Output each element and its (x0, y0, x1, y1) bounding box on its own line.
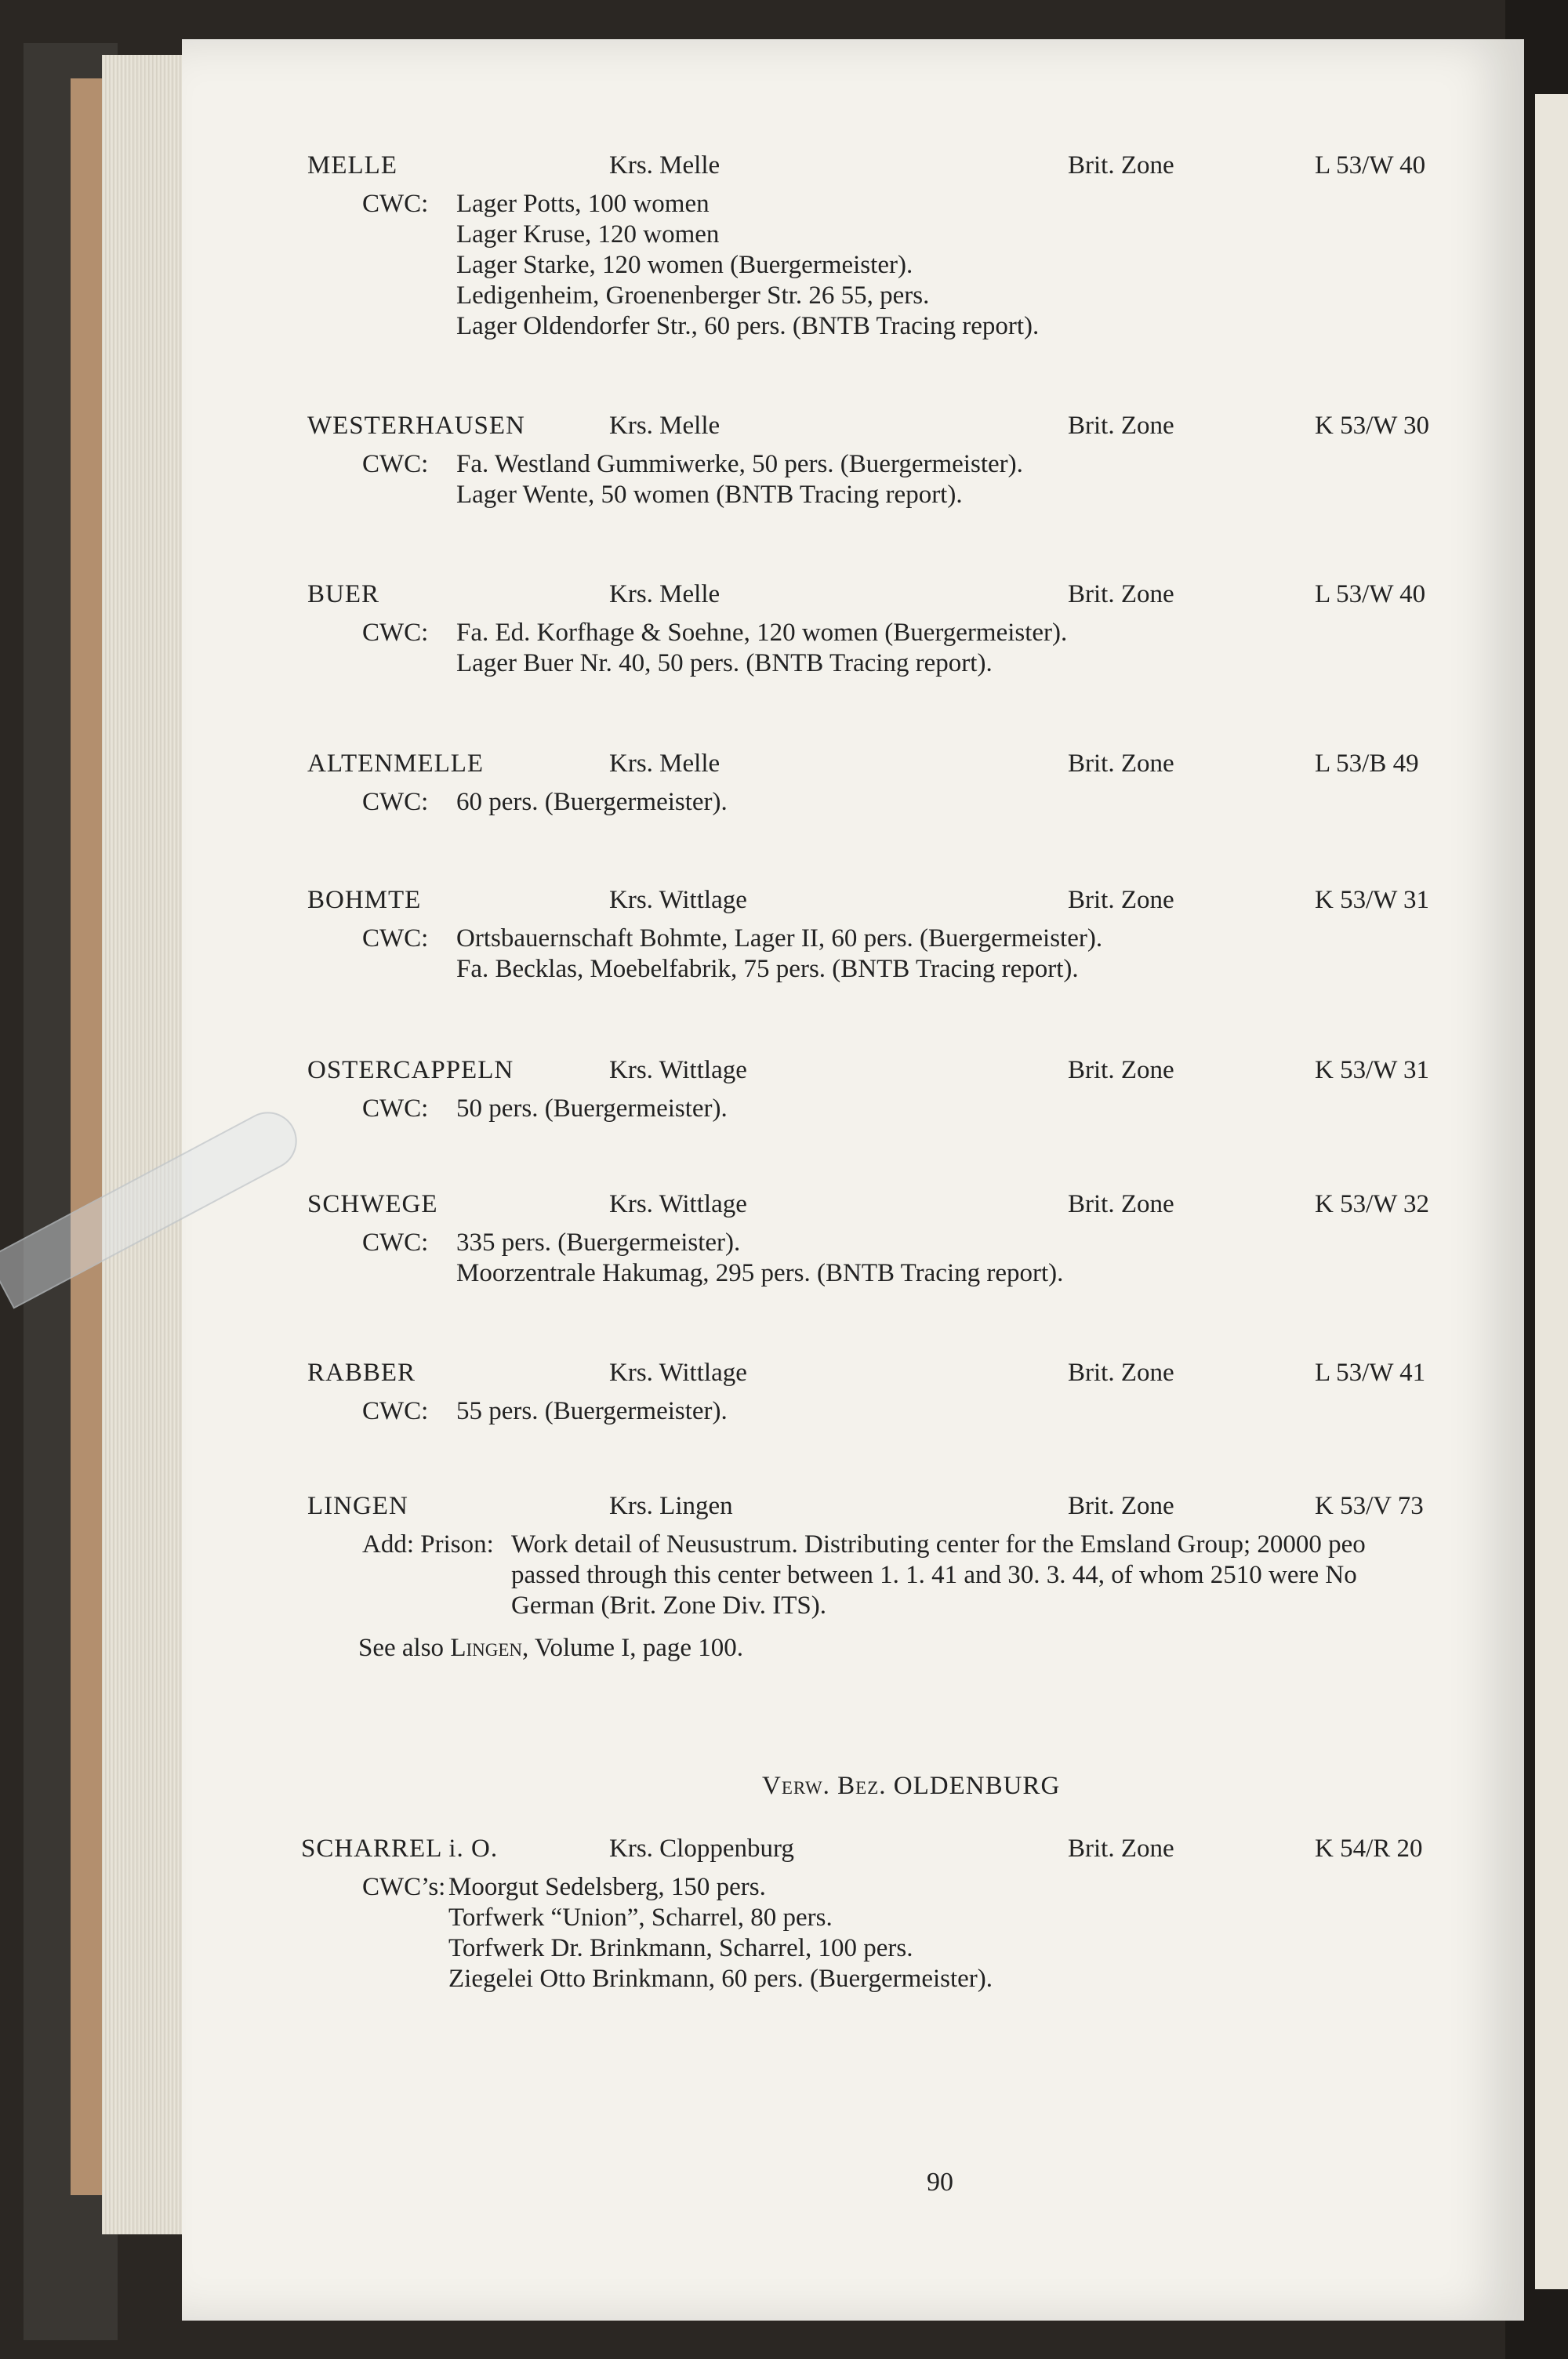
district: Krs. Wittlage (609, 1190, 747, 1218)
entry-header (182, 151, 1524, 189)
place-name: OSTERCAPPELN (307, 1056, 514, 1084)
camp-line: 55 pers. (Buergermeister). (456, 1397, 728, 1425)
district: Krs. Wittlage (609, 886, 747, 914)
entry-scharrel (182, 1835, 1524, 1994)
camp-line: Lager Kruse, 120 women (456, 220, 720, 249)
zone: Brit. Zone (1068, 1190, 1174, 1218)
zone: Brit. Zone (1068, 749, 1174, 778)
camp-label: CWC: (362, 190, 429, 218)
district: Krs. Lingen (609, 1492, 733, 1520)
place-name: LINGEN (307, 1492, 408, 1520)
zone: Brit. Zone (1068, 1835, 1174, 1863)
district: Krs. Melle (609, 580, 720, 608)
map-reference: K 53/W 31 (1315, 886, 1430, 914)
camp-label: Add: Prison: (362, 1530, 494, 1559)
map-reference: K 53/V 73 (1315, 1492, 1424, 1520)
camp-line: 50 pers. (Buergermeister). (456, 1094, 728, 1123)
district: Krs. Cloppenburg (609, 1835, 794, 1863)
see-also-prefix: See also (358, 1634, 451, 1662)
entry-header (182, 580, 1524, 618)
district: Krs. Wittlage (609, 1359, 747, 1387)
entry-ostercappeln (182, 1056, 1524, 1124)
camp-line: Lager Potts, 100 women (456, 190, 710, 218)
entry-melle (182, 151, 1524, 342)
camp-line: 60 pers. (Buergermeister). (456, 788, 728, 816)
place-name: WESTERHAUSEN (307, 412, 525, 440)
camp-line: Lager Wente, 50 women (BNTB Tracing report). (456, 481, 963, 509)
entry-schwege (182, 1190, 1524, 1289)
camp-line: Torfwerk “Union”, Scharrel, 80 pers. (448, 1904, 833, 1932)
place-name: SCHWEGE (307, 1190, 438, 1218)
place-name: SCHARREL i. O. (301, 1835, 499, 1863)
camp-label: CWC: (362, 1228, 429, 1257)
camp-label: CWC: (362, 1397, 429, 1425)
page-edges (102, 55, 188, 2234)
map-reference: K 53/W 30 (1315, 412, 1430, 440)
see-also-suffix: , Volume I, page 100. (522, 1634, 744, 1662)
place-name: RABBER (307, 1359, 416, 1387)
camp-label: CWC’s: (362, 1873, 446, 1901)
camp-line: Moorzentrale Hakumag, 295 pers. (BNTB Tracing report). (456, 1259, 1064, 1287)
see-also-reference: Lingen (450, 1634, 523, 1662)
see-also-note (182, 1634, 1524, 1663)
map-reference: K 53/W 32 (1315, 1190, 1430, 1218)
book-page (182, 39, 1524, 2321)
place-name: ALTENMELLE (307, 749, 485, 778)
camp-line: Lager Starke, 120 women (Buergermeister). (456, 251, 913, 279)
zone: Brit. Zone (1068, 1359, 1174, 1387)
camp-line: Lager Buer Nr. 40, 50 pers. (BNTB Tracing report). (456, 649, 993, 677)
entry-header (182, 749, 1524, 787)
camp-line: Ledigenheim, Groenenberger Str. 26 55, pers. (456, 281, 930, 310)
zone: Brit. Zone (1068, 886, 1174, 914)
zone: Brit. Zone (1068, 1056, 1174, 1084)
camp-line: Torfwerk Dr. Brinkmann, Scharrel, 100 pers. (448, 1934, 913, 1962)
zone: Brit. Zone (1068, 151, 1174, 180)
camp-line: Work detail of Neusustrum. Distributing center for the Emsland Group; 20000 peo (511, 1530, 1366, 1559)
entry-westerhausen (182, 412, 1524, 510)
camp-label: CWC: (362, 450, 429, 478)
place-name: BOHMTE (307, 886, 422, 914)
camp-label: CWC: (362, 619, 429, 647)
entry-lingen (182, 1492, 1524, 1663)
page-number: 90 (927, 2168, 953, 2197)
map-reference: L 53/B 49 (1315, 749, 1419, 778)
map-reference: L 53/W 40 (1315, 580, 1426, 608)
camp-line: Lager Oldendorfer Str., 60 pers. (BNTB Tracing report). (456, 312, 1040, 340)
entry-bohmte (182, 886, 1524, 985)
map-reference: K 54/R 20 (1315, 1835, 1423, 1863)
camp-label: CWC: (362, 788, 429, 816)
camp-label: CWC: (362, 924, 429, 953)
zone: Brit. Zone (1068, 580, 1174, 608)
camp-line: 335 pers. (Buergermeister). (456, 1228, 741, 1257)
entry-header (182, 1056, 1524, 1094)
entry-header (182, 412, 1524, 449)
camp-line: Fa. Westland Gummiwerke, 50 pers. (Buergermeister). (456, 450, 1023, 478)
zone: Brit. Zone (1068, 412, 1174, 440)
map-reference: L 53/W 41 (1315, 1359, 1426, 1387)
camp-line: German (Brit. Zone Div. ITS). (511, 1591, 827, 1620)
district: Krs. Melle (609, 151, 720, 180)
place-name: BUER (307, 580, 380, 608)
entry-header (182, 1190, 1524, 1228)
camp-line: Moorgut Sedelsberg, 150 pers. (448, 1873, 766, 1901)
section-name: OLDENBURG (893, 1772, 1061, 1800)
camp-line: passed through this center between 1. 1. 41 and 30. 3. 44, of whom 2510 were No (511, 1561, 1357, 1589)
camp-label: CWC: (362, 1094, 429, 1123)
entry-header (182, 1492, 1524, 1530)
entry-header (182, 1359, 1524, 1396)
district: Krs. Melle (609, 749, 720, 778)
facing-page-edge (1535, 94, 1568, 2289)
place-name: MELLE (307, 151, 397, 180)
camp-line: Ortsbauernschaft Bohmte, Lager II, 60 pers. (Buergermeister). (456, 924, 1103, 953)
section-prefix: Verw. Bez. (762, 1772, 887, 1800)
camp-line: Ziegelei Otto Brinkmann, 60 pers. (Buergermeister). (448, 1965, 993, 1993)
zone: Brit. Zone (1068, 1492, 1174, 1520)
section-heading (762, 1772, 1060, 1801)
entry-rabber (182, 1359, 1524, 1427)
district: Krs. Wittlage (609, 1056, 747, 1084)
map-reference: K 53/W 31 (1315, 1056, 1430, 1084)
entry-header (182, 1835, 1524, 1872)
entry-header (182, 886, 1524, 924)
camp-line: Fa. Ed. Korfhage & Soehne, 120 women (Buergermeister). (456, 619, 1068, 647)
entry-buer (182, 580, 1524, 679)
district: Krs. Melle (609, 412, 720, 440)
entry-altenmelle (182, 749, 1524, 818)
camp-line: Fa. Becklas, Moebelfabrik, 75 pers. (BNTB Tracing report). (456, 955, 1079, 983)
map-reference: L 53/W 40 (1315, 151, 1426, 180)
